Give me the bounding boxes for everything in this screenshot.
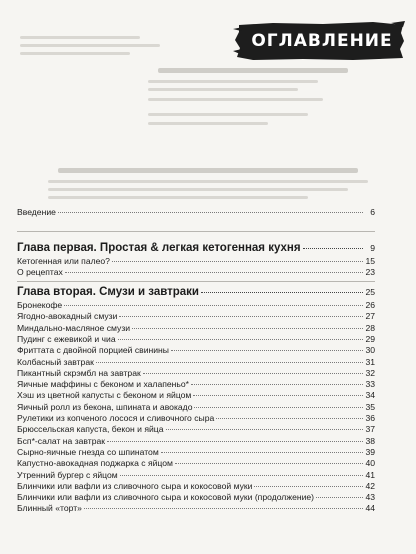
toc-entry[interactable] [17,458,375,469]
toc-entry-title: О рецептах [17,267,63,277]
chapter-page: 9 [370,243,375,253]
toc-entry-page: 28 [365,322,375,333]
dot-leader [107,441,363,442]
toc-entry-page: 44 [365,503,375,514]
toc-entry-title: Кетогенная или палео? [17,256,110,266]
toc-entry[interactable] [17,470,375,481]
toc-entry[interactable] [17,503,375,514]
header-brush-banner [233,21,405,61]
toc-entry-page: 40 [365,458,375,469]
toc-entry[interactable] [17,323,375,334]
toc-entry[interactable] [17,413,375,424]
toc-entry-page: 41 [365,469,375,480]
divider [17,231,375,232]
toc-entry-title: Рулетики из копченого лосося и сливочного сыра [17,413,215,423]
dot-leader [112,261,363,262]
toc-entry-page: 34 [365,390,375,401]
divider [17,281,375,282]
toc-entry[interactable] [17,345,375,356]
toc-entry-title: Утренний бургер с яйцом [17,469,118,480]
toc-entry-title: Бсп*-салат на завтрак [17,435,106,446]
dot-leader [132,328,363,329]
toc-entry-title: Яичные маффины с беконом и халапеньо* [17,379,190,390]
toc-entry-intro[interactable] [17,207,375,218]
toc-entry-page: 29 [365,333,375,344]
toc-entry-page: 6 [370,207,375,217]
dot-leader [120,475,363,476]
toc-entry-title: Сырно-яичные гнезда со шпинатом [17,446,159,457]
toc-entry[interactable] [17,436,375,447]
toc-entry-title: Блинчики или вафли из сливочного сыра и кокосовой муки (продолжение) [17,492,315,503]
toc-entry-title: Фриттата с двойной порцией свинины [17,345,169,356]
toc-entry-title: Хэш из цветной капусты с беконом и яйцом [17,390,192,401]
toc-entry[interactable] [17,300,375,311]
dot-leader [118,339,363,340]
dot-leader [316,497,363,498]
dot-leader [191,384,363,385]
toc-entry-title: Бронекофе [17,300,63,310]
dot-leader [171,350,363,351]
toc-entry[interactable] [17,368,375,379]
toc-entry-page: 26 [365,300,375,310]
page-title: ОГЛАВЛЕНИЕ [251,31,393,51]
toc-entry-title: Колбасный завтрак [17,356,94,367]
dot-leader [143,373,363,374]
toc-entry-page: 42 [365,480,375,491]
toc-chapter-2[interactable] [17,285,375,299]
toc-entry[interactable] [17,424,375,435]
toc-entry-title: Блинный «торт» [17,503,82,514]
toc-entry[interactable] [17,447,375,458]
toc-entry[interactable] [17,311,375,322]
toc-entry[interactable] [17,379,375,390]
dot-leader [193,395,363,396]
dot-leader [216,418,363,419]
toc-entry-title: Миндально-масляное смузи [17,322,131,333]
dot-leader [96,362,363,363]
toc-entry-page: 31 [365,356,375,367]
toc-entry-title: Пикантный скрэмбл на завтрак [17,367,141,378]
dot-leader [119,316,363,317]
toc-entry-page: 43 [365,492,375,503]
toc-entry[interactable] [17,267,375,278]
dot-leader [194,407,363,408]
toc-entry-page: 27 [365,311,375,322]
toc-entry-title: Брюссельская капуста, бекон и яйца [17,424,164,435]
toc-entry[interactable] [17,481,375,492]
dot-leader [64,305,363,306]
toc-entry-title: Капустно-авокадная поджарка с яйцом [17,458,173,469]
toc-entry-page: 36 [365,413,375,423]
toc-entry[interactable] [17,256,375,267]
toc-entry-title: Пудинг с ежевикой и чиа [17,333,116,344]
toc-entry-title: Введение [17,207,56,217]
toc-entry-page: 32 [365,367,375,378]
toc-entry-title: Яичный ролл из бекона, шпината и авокадо [17,401,193,412]
toc-entry-page: 33 [365,379,375,390]
dot-leader [201,292,363,293]
toc-entry[interactable] [17,390,375,401]
chapter-title: Глава вторая. Смузи и завтраки [17,286,200,298]
dot-leader [175,463,363,464]
toc-chapter-1[interactable] [17,241,375,255]
chapter-page: 25 [365,287,375,297]
dot-leader [84,508,363,509]
toc-entry[interactable] [17,402,375,413]
toc-entry[interactable] [17,492,375,503]
dot-leader [65,272,363,273]
toc-entry-title: Ягодно-авокадный смузи [17,311,118,322]
dot-leader [166,429,363,430]
toc-entry[interactable] [17,334,375,345]
dot-leader [303,248,363,249]
dot-leader [58,212,363,213]
toc-entry-page: 15 [365,256,375,266]
toc-entry[interactable] [17,357,375,368]
toc-entry-page: 39 [365,446,375,457]
toc-entry-page: 38 [365,435,375,446]
dot-leader [161,452,363,453]
toc-entry-page: 30 [365,345,375,356]
toc-entry-page: 23 [365,267,375,277]
toc-entry-page: 35 [365,401,375,412]
chapter-title: Глава первая. Простая & легкая кетогенная кухня [17,242,301,254]
toc-entry-page: 37 [365,424,375,435]
dot-leader [254,486,363,487]
toc-entry-title: Блинчики или вафли из сливочного сыра и кокосовой муки [17,480,253,491]
